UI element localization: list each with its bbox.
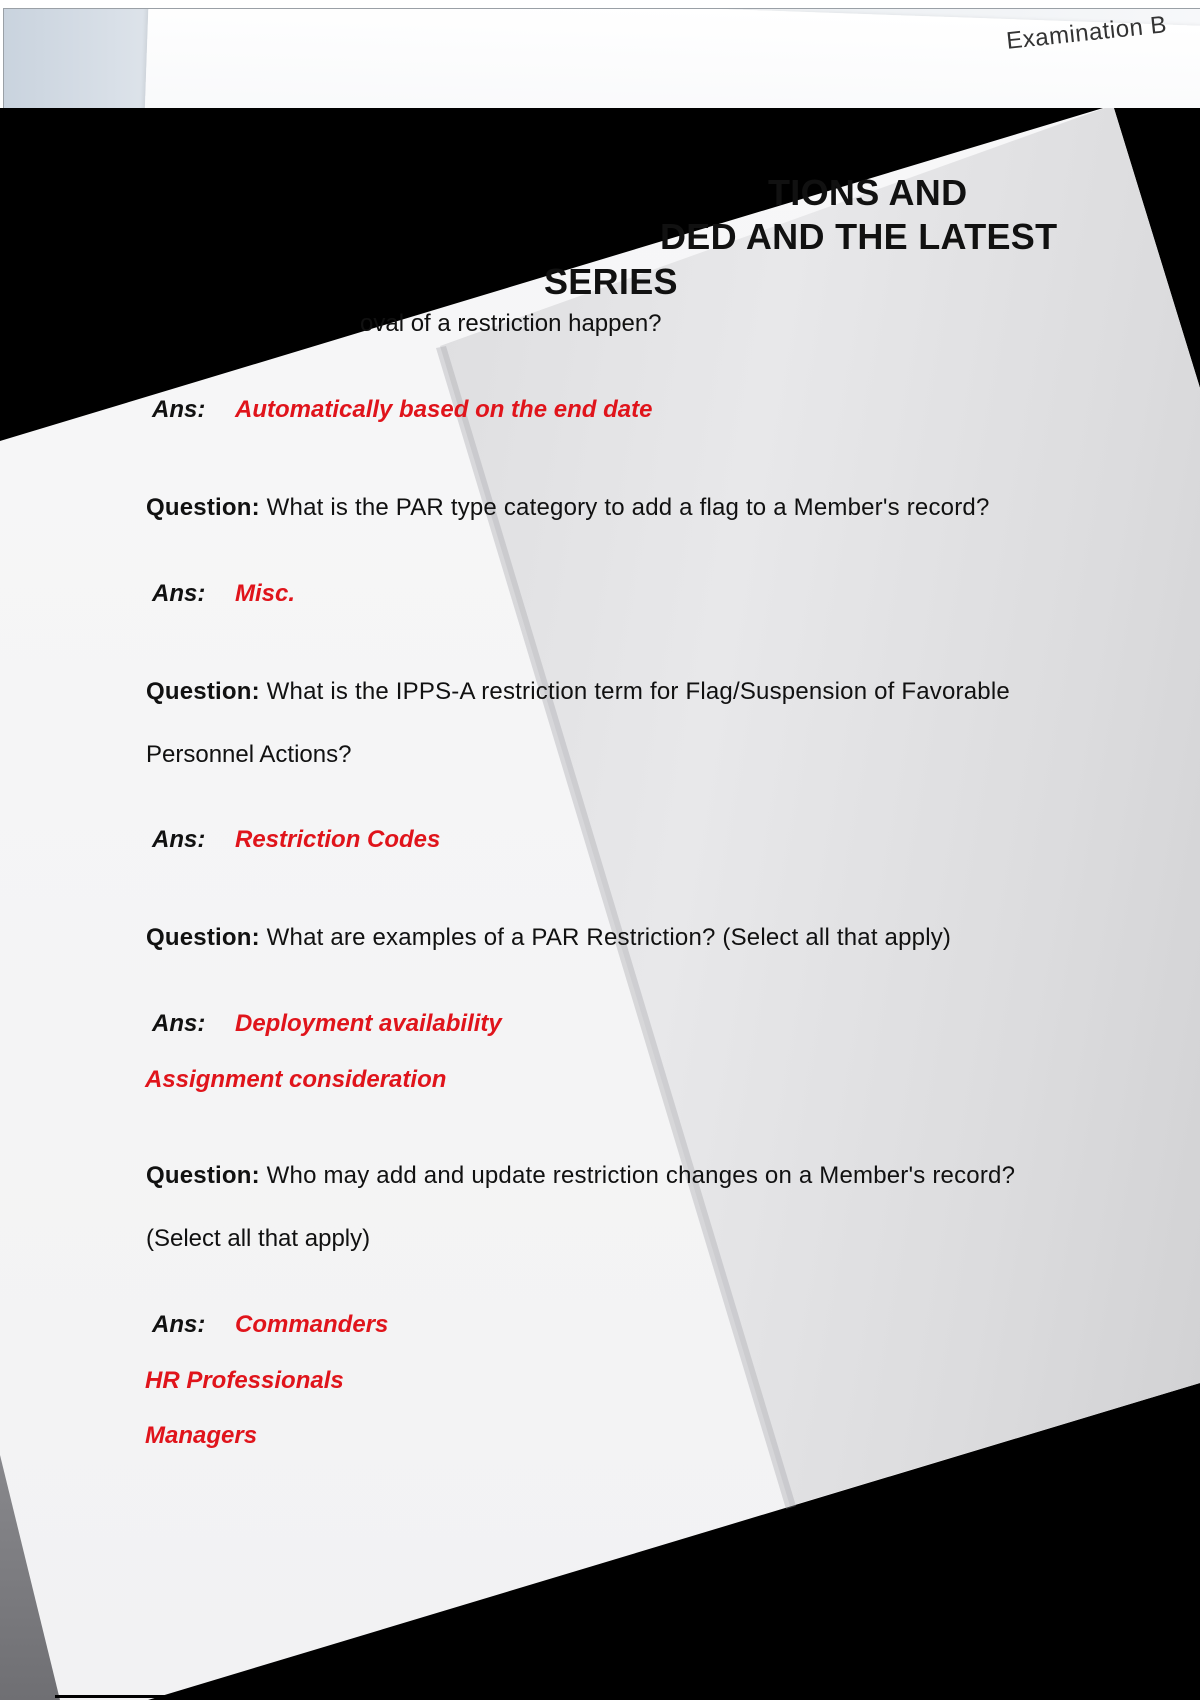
answer-text: Misc. [235, 580, 296, 607]
answer-text: Managers [145, 1422, 258, 1449]
question [146, 678, 1010, 706]
answer-label: Ans: [152, 826, 206, 853]
question-text: What is the IPPS-A restriction term for Flag/Suspension of Favorable [266, 678, 1010, 705]
question-continuation: Personnel Actions? [146, 741, 352, 768]
answer-text: Assignment consideration [145, 1066, 447, 1093]
answer-label: Ans: [152, 1010, 206, 1037]
answer-label: Ans: [152, 1311, 206, 1338]
question-label: Question: [146, 678, 260, 705]
exam-tag: Examination B [1005, 11, 1169, 55]
question-text: What are examples of a PAR Restriction? (Select all that apply) [266, 924, 952, 951]
question-fragment: oval of a restriction happen? [360, 310, 662, 337]
question [146, 494, 990, 522]
question-text: What is the PAR type category to add a flag to a Member's record? [266, 494, 990, 521]
answer-text: Automatically based on the end date [235, 396, 653, 423]
question-text: Who may add and update restriction changes on a Member's record? [266, 1162, 1016, 1189]
answer-label: Ans: [152, 580, 206, 607]
header-page-strip [3, 8, 1200, 110]
answer-label: Ans: [152, 396, 206, 423]
question [146, 924, 951, 952]
answer-text: HR Professionals [145, 1367, 344, 1394]
bottom-rule [55, 1695, 1200, 1698]
question [146, 1162, 1015, 1190]
answer-text: Restriction Codes [235, 826, 441, 853]
title-line-3: SERIES [544, 261, 678, 302]
answer-text: Commanders [235, 1311, 389, 1338]
answer-text: Deployment availability [235, 1010, 502, 1037]
title-line-1: TIONS AND [768, 172, 968, 213]
question-label: Question: [146, 1162, 260, 1189]
title-line-2: DED AND THE LATEST [660, 216, 1058, 257]
question-continuation: (Select all that apply) [146, 1225, 371, 1252]
question-label: Question: [146, 924, 260, 951]
question-label: Question: [146, 494, 260, 521]
